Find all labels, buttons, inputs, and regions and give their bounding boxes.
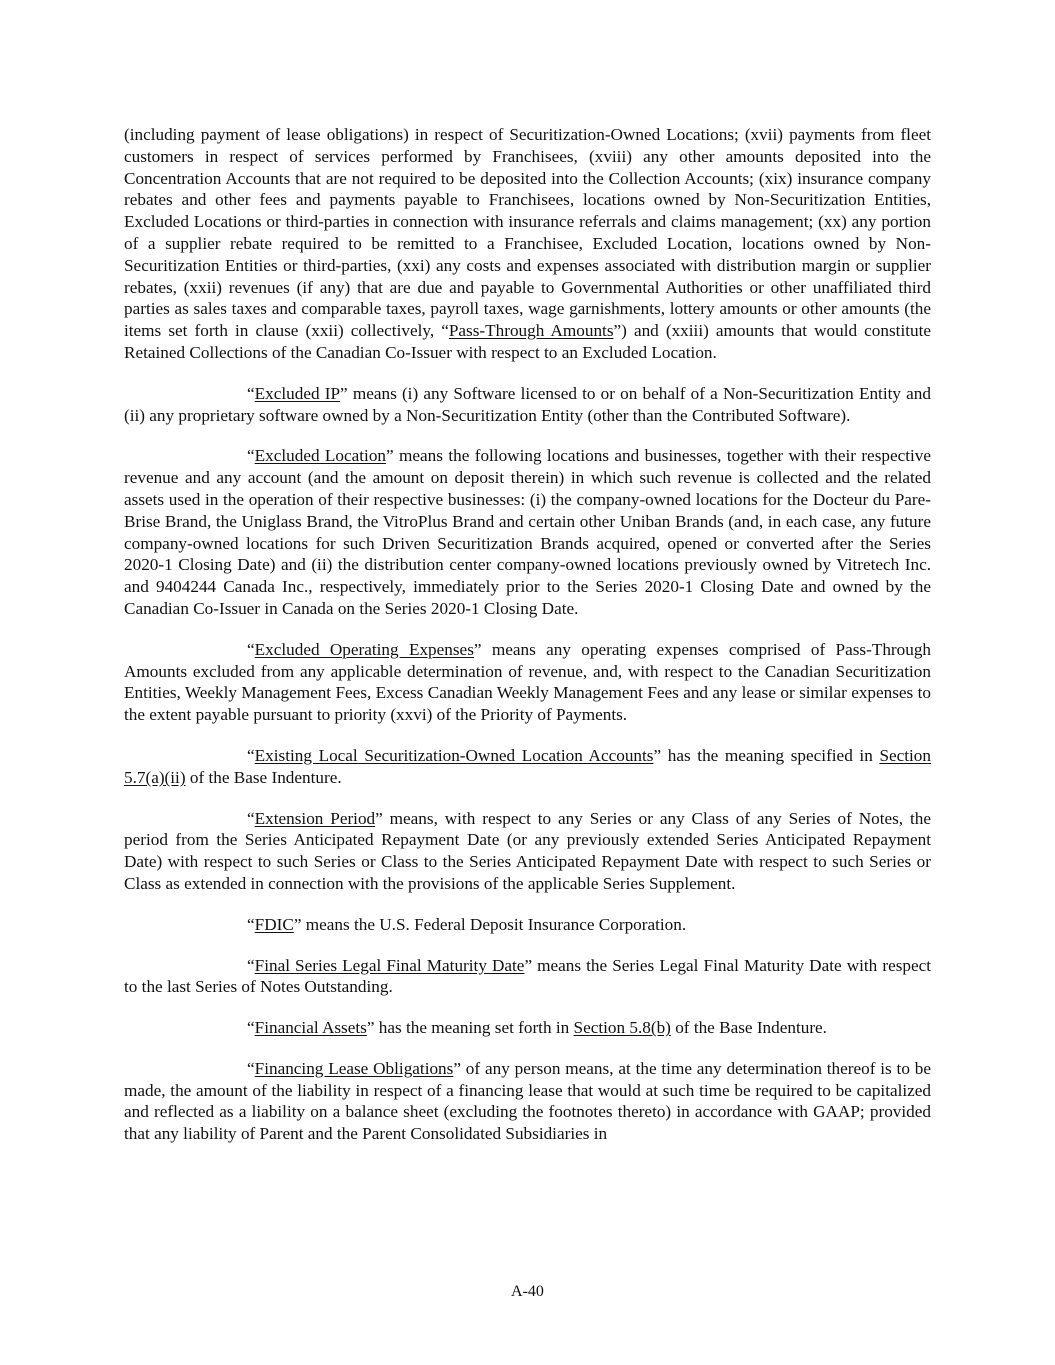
section-reference: Section 5.7(a)(ii) <box>124 745 931 787</box>
definition-financing-lease-obligations <box>124 1058 931 1145</box>
open-quote: “ <box>247 1058 255 1078</box>
definition-excluded-location <box>124 445 931 619</box>
open-quote: “ <box>247 808 255 828</box>
open-quote: “ <box>247 1018 255 1038</box>
definition-text: ” means the following locations and businesses, together with their respective revenue and any account (and the amount on deposit therein) in which such revenue is collected and the related assets used in the operation of their respective businesses: (i) the company-owned locations for the Docteur du Pare-Brise Brand, the Uniglass Brand, the VitroPlus Brand and certain other Uniban Brands (and, in each case, any future company-owned locations for such Driven Securitization Brands acquired, opened or converted after the Series 2020-1 Closing Date) and (ii) the distribution center company-owned locations previously owned by Vitretech Inc. and 9404244 Canada Inc., respectively, immediately prior to the Series 2020-1 Closing Date and owned by the Canadian Co-Issuer in Canada on the Series 2020-1 Closing Date. <box>124 446 932 618</box>
defined-term-extension-period: Extension Period <box>254 808 376 828</box>
open-quote: “ <box>247 383 255 403</box>
text-segment: (including payment of lease obligations) in respect of Securitization-Owned Locations; (xvii) payments from fleet customers in respect of services performed by Franchisees, (xviii) any other amounts deposited into the Concentration Accounts that are not required to be deposited into the Collection Accounts; (xix) insurance company rebates and other fees and payments payable to Franchisees, locations owned by Non-Securitization Entities, Excluded Locations or third-parties in connection with insurance referrals and claims management; (xx) any portion of a supplier rebate required to be remitted to a Franchisee, Excluded Location, locations owned by Non-Securitization Entities or third-parties, (xxi) any costs and expenses associated with distribution margin or supplier rebates, (xxii) revenues (if any) that are due and payable to Governmental Authorities or other unaffiliated third parties as sales taxes and comparable taxes, payroll taxes, wage garnishments, lottery amounts or other amounts (the items set forth in clause (xxii) collectively, “ <box>124 125 931 341</box>
definition-text: ” means the Series Legal Final Maturity Date with respect to the last Series of Notes Outstanding. <box>124 955 932 997</box>
defined-term-fdic: FDIC <box>254 914 294 934</box>
section-reference: Section 5.8(b) <box>573 1018 671 1038</box>
definition-excluded-ip <box>124 383 931 427</box>
defined-term-final-series-legal-final-maturity-date: Final Series Legal Final Maturity Date <box>254 955 525 975</box>
definition-text: ” means, with respect to any Series or any Class of any Series of Notes, the period from the Series Anticipated Repayment Date (or any previously extended Series Anticipated Repayment Date) with respect to such Series or Class to the Series Anticipated Repayment Date with respect to such Series or Class as extended in connection with the provisions of the applicable Series Supplement. <box>124 808 931 893</box>
defined-term-excluded-operating-expenses: Excluded Operating Expenses <box>254 639 474 659</box>
text-segment: ”) and (xxiii) amounts that would constitute Retained Collections of the Canadian Co-Issuer with respect to an Excluded Location. <box>124 321 931 362</box>
paragraph-1 <box>124 124 931 364</box>
defined-term-pass-through-amounts: Pass-Through Amounts <box>448 321 614 341</box>
defined-term-financial-assets: Financial Assets <box>254 1018 367 1038</box>
definition-text: ” of any person means, at the time any determination thereof is to be made, the amount of the liability in respect of a financing lease that would at such time be required to be capitalized and reflected as a liability on a balance sheet (excluding the footnotes thereto) in accordance with GAAP; provided that any liability of Parent and the Parent Consolidated Subsidiaries in <box>124 1058 931 1144</box>
definition-final-series-legal-final-maturity-date <box>124 955 931 999</box>
defined-term-excluded-ip: Excluded IP <box>254 383 341 403</box>
definition-text: of the Base Indenture. <box>670 1018 827 1038</box>
definition-fdic <box>124 914 931 936</box>
definition-text: ” means any operating expenses comprised of Pass-Through Amounts excluded from any applicable determination of revenue, and, with respect to the Canadian Securitization Entities, Weekly Management Fees, Excess Canadian Weekly Management Fees and any lease or similar expenses to the extent payable pursuant to priority (xxvi) of the Priority of Payments. <box>124 639 932 725</box>
document-body <box>124 124 931 1164</box>
open-quote: “ <box>247 914 255 934</box>
defined-term-existing-local-accounts: Existing Local Securitization-Owned Location Accounts <box>254 745 654 765</box>
definition-text: ” has the meaning set forth in <box>366 1018 574 1038</box>
definition-text: of the Base Indenture. <box>185 767 342 787</box>
open-quote: “ <box>247 955 255 975</box>
open-quote: “ <box>247 639 255 659</box>
open-quote: “ <box>247 446 255 466</box>
defined-term-financing-lease-obligations: Financing Lease Obligations <box>254 1058 454 1078</box>
definition-text: ” means (i) any Software licensed to or on behalf of a Non-Securitization Entity and (ii) any proprietary software owned by a Non-Securitization Entity (other than the Contributed Software). <box>124 383 931 425</box>
defined-term-excluded-location: Excluded Location <box>254 446 387 466</box>
page-number: A-40 <box>511 1283 544 1300</box>
definition-excluded-operating-expenses <box>124 639 931 726</box>
open-quote: “ <box>247 745 255 765</box>
definition-existing-local-accounts <box>124 745 931 789</box>
definition-text: ” means the U.S. Federal Deposit Insurance Corporation. <box>293 914 687 934</box>
definition-extension-period <box>124 808 931 895</box>
definition-financial-assets <box>124 1017 931 1039</box>
definition-text: ” has the meaning specified in <box>653 745 880 765</box>
